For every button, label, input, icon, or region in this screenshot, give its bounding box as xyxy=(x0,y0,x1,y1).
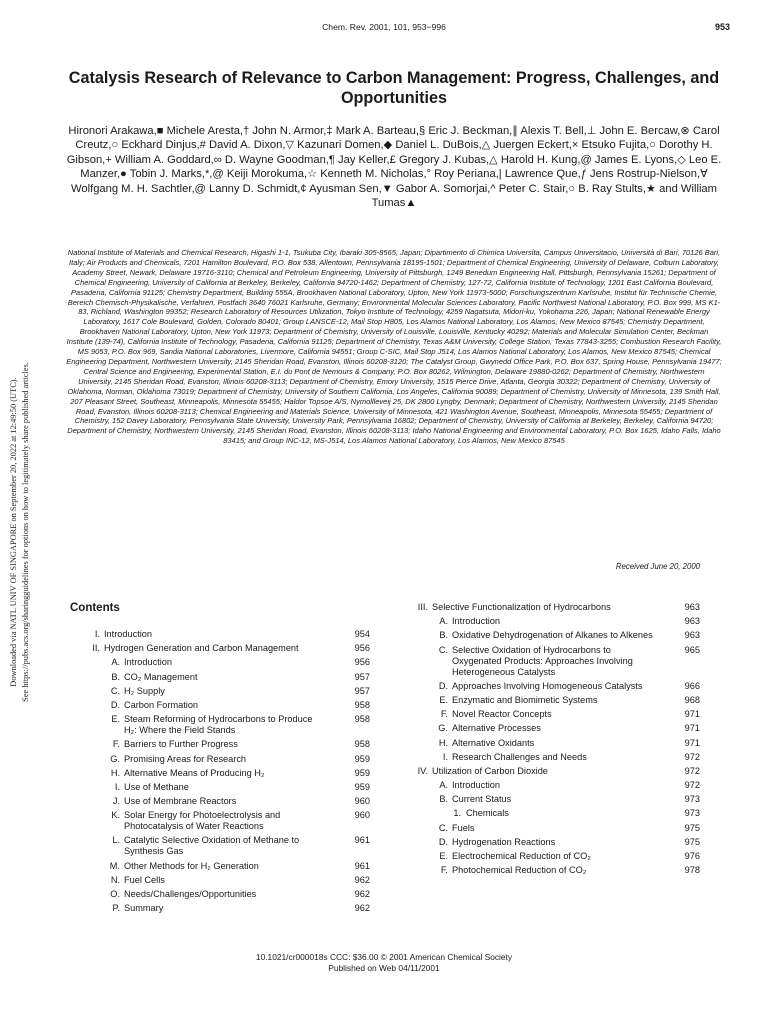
toc-entry-page: 961 xyxy=(354,835,370,846)
toc-entry-label: Research Challenges and Needs xyxy=(452,751,587,762)
toc-entry-label: Chemicals xyxy=(466,808,509,819)
toc-entry-label: Utilization of Carbon Dioxide xyxy=(432,765,548,776)
toc-entry-page: 972 xyxy=(684,780,700,791)
toc-entry-number: F. xyxy=(440,865,448,876)
toc-entry-page: 960 xyxy=(354,810,370,821)
toc-entry[interactable] xyxy=(70,629,370,640)
toc-entry[interactable] xyxy=(70,861,370,872)
toc-entry-label: Fuels xyxy=(452,822,475,833)
toc-entry-label: Hydrogenation Reactions xyxy=(452,836,556,847)
toc-entry[interactable] xyxy=(398,837,700,848)
toc-entry-page: 971 xyxy=(684,709,700,720)
toc-entry-page: 958 xyxy=(354,739,370,750)
toc-entry-number: IV. xyxy=(417,765,428,776)
toc-entry-number: E. xyxy=(439,694,448,705)
toc-entry-number: C. xyxy=(110,685,120,696)
toc-entry-label: Other Methods for H₂ Generation xyxy=(124,860,259,871)
toc-entry[interactable] xyxy=(398,645,700,678)
toc-entry-label: Use of Membrane Reactors xyxy=(124,796,237,807)
toc-entry[interactable] xyxy=(398,865,700,876)
toc-entry[interactable] xyxy=(398,766,700,777)
toc-entry-number: II. xyxy=(92,643,100,654)
toc-entry-label: Enzymatic and Biomimetic Systems xyxy=(452,694,598,705)
toc-entry-label: Barriers to Further Progress xyxy=(124,739,238,750)
toc-entry-number: H. xyxy=(110,767,120,778)
toc-entry-label: H₂ Supply xyxy=(124,685,165,696)
page-footer xyxy=(0,952,768,974)
page-number: 953 xyxy=(714,22,730,32)
article-title: Catalysis Research of Relevance to Carbon Management: Progress, Challenges, and Opportunities xyxy=(68,69,720,107)
download-notice-line-2: See https://pubs.acs.org/sharingguidelines for options on how to legitimately share published articles. xyxy=(20,362,30,702)
toc-entry-page: 962 xyxy=(354,874,370,885)
toc-entry-page: 978 xyxy=(684,865,700,876)
toc-entry-label: Promising Areas for Research xyxy=(124,753,247,764)
toc-entry-number: F. xyxy=(440,709,448,720)
toc-entry[interactable] xyxy=(70,768,370,779)
toc-entry-number: 1. xyxy=(453,808,461,819)
journal-citation: Chem. Rev. 2001, 101, 953−996 xyxy=(322,22,446,32)
toc-entry-number: C. xyxy=(438,644,448,655)
toc-entry-number: A. xyxy=(439,780,448,791)
toc-entry-page: 963 xyxy=(684,630,700,641)
toc-left-column xyxy=(70,629,370,917)
download-notice xyxy=(8,342,32,722)
toc-entry[interactable] xyxy=(70,754,370,765)
toc-entry-page: 961 xyxy=(354,860,370,871)
toc-entry-number: III. xyxy=(417,602,428,612)
toc-entry-page: 957 xyxy=(354,671,370,682)
toc-entry[interactable] xyxy=(70,714,370,736)
toc-entry-number: J. xyxy=(112,796,120,807)
toc-entry[interactable] xyxy=(70,810,370,832)
toc-entry-page: 959 xyxy=(354,753,370,764)
toc-entry-page: 973 xyxy=(684,808,700,819)
toc-entry-page: 971 xyxy=(684,737,700,748)
toc-entry-label: Photochemical Reduction of CO₂ xyxy=(452,865,587,876)
toc-entry-number: M. xyxy=(109,860,120,871)
toc-entry-label: Alternative Means of Producing H₂ xyxy=(124,767,265,778)
toc-entry-page: 954 xyxy=(354,629,370,639)
toc-entry-number: D. xyxy=(110,699,120,710)
toc-entry-page: 963 xyxy=(684,616,700,627)
toc-entry-number: F. xyxy=(112,739,120,750)
toc-entry-label: Selective Functionalization of Hydrocarbons xyxy=(432,602,611,612)
toc-entry-page: 975 xyxy=(684,822,700,833)
toc-entry-label: Selective Oxidation of Hydrocarbons to Oxygenated Products: Approaches Involving Heterogeneous Catalysts xyxy=(452,644,633,677)
toc-entry[interactable] xyxy=(70,782,370,793)
download-notice-line-1: Downloaded via NATL UNIV OF SINGAPORE on September 20, 2022 at 12:49:50 (UTC). xyxy=(9,377,18,687)
toc-entry-page: 976 xyxy=(684,851,700,861)
toc-entry-number: I. xyxy=(114,781,120,792)
toc-entry-page: 960 xyxy=(354,796,370,807)
toc-entry-page: 959 xyxy=(354,767,370,778)
toc-entry[interactable] xyxy=(398,780,700,791)
toc-entry-page: 965 xyxy=(684,644,700,655)
toc-entry[interactable] xyxy=(70,796,370,807)
toc-entry-label: Hydrogen Generation and Carbon Management xyxy=(104,643,299,654)
toc-entry-label: Carbon Formation xyxy=(124,699,199,710)
toc-entry-number: I. xyxy=(442,751,448,762)
toc-entry[interactable] xyxy=(70,657,370,668)
toc-entry-number: L. xyxy=(112,835,120,846)
toc-entry-label: Electrochemical Reduction of CO₂ xyxy=(452,851,591,861)
toc-entry-label: Introduction xyxy=(124,657,173,668)
toc-entry[interactable] xyxy=(70,739,370,750)
toc-entry-number: B. xyxy=(439,630,448,641)
toc-entry-page: 963 xyxy=(684,602,700,612)
toc-entry-number: G. xyxy=(110,753,120,764)
toc-entry[interactable] xyxy=(398,794,700,805)
toc-entry[interactable] xyxy=(70,903,370,914)
toc-entry-label: Needs/Challenges/Opportunities xyxy=(124,889,257,899)
toc-entry-number: E. xyxy=(111,714,120,725)
toc-entry-label: Approaches Involving Homogeneous Catalysts xyxy=(452,680,643,691)
toc-entry[interactable] xyxy=(398,823,700,834)
toc-entry-number: K. xyxy=(111,810,120,821)
toc-entry-number: C. xyxy=(438,822,448,833)
toc-entry-page: 959 xyxy=(354,781,370,792)
toc-entry[interactable] xyxy=(70,889,370,900)
toc-right-column xyxy=(398,602,700,879)
toc-entry-page: 956 xyxy=(354,643,370,654)
toc-entry[interactable] xyxy=(398,602,700,613)
toc-entry-label: Oxidative Dehydrogenation of Alkanes to Alkenes xyxy=(452,630,653,641)
toc-entry[interactable] xyxy=(398,616,700,627)
toc-entry-page: 971 xyxy=(684,723,700,734)
toc-entry-label: Current Status xyxy=(452,794,512,805)
toc-entry[interactable] xyxy=(70,686,370,697)
toc-entry[interactable] xyxy=(70,643,370,654)
toc-entry-number: D. xyxy=(438,836,448,847)
toc-entry-page: 957 xyxy=(354,685,370,696)
publication-date: Published on Web 04/11/2001 xyxy=(328,963,440,973)
toc-entry[interactable] xyxy=(70,672,370,683)
toc-entry-number: O. xyxy=(110,889,120,899)
toc-entry[interactable] xyxy=(398,695,700,706)
toc-entry[interactable] xyxy=(70,875,370,886)
toc-entry-number: E. xyxy=(439,851,448,861)
toc-entry-label: CO₂ Management xyxy=(124,671,198,682)
toc-entry-label: Use of Methane xyxy=(124,781,189,792)
toc-entry-label: Catalytic Selective Oxidation of Methane to Synthesis Gas xyxy=(124,835,300,857)
toc-entry-label: Introduction xyxy=(452,616,501,627)
toc-entry-number: G. xyxy=(438,723,448,734)
toc-entry-number: A. xyxy=(439,616,448,627)
author-list: Hironori Arakawa,■ Michele Aresta,† John N. Armor,‡ Mark A. Barteau,§ Eric J. Beckman,∥ Alexis T. Bell,⊥ John E. Bercaw,⊗ Carol Creutz,○ Eckhard Dinjus,# David A. Dixon,▽ Kazunari Domen,◆ Daniel L. DuBois,△ Juergen Eckert,× Etsuko Fujita,○ Dorothy H. Gibson,+ William A. Goddard,∞ D. Wayne Goodman,¶ Jay Keller,£ Gregory J. Kubas,△ Harold H. Kung,@ James E. Lyons,◇ Leo E. Manzer,● Tobin J. Marks,*,@ Keiji Morokuma,☆ Kenneth M. Nicholas,° Roy Periana,| Lawrence Que,ƒ Jens Rostrup-Nielson,∀ Wolfgang M. H. Sachtler,@ Lanny D. Schmidt,¢ Ayusman Sen,▼ Gabor A. Somorjai,^ Peter C. Stair,○ B. Ray Stults,★ and William Tumas▲ xyxy=(66,125,722,210)
affiliations: National Institute of Materials and Chemical Research, Higashi 1-1, Tsukuba City, Ibaraki 305-8565, Japan; Dipartimento di Chimica Universita, Campus Universitacio, Università di Bari, 70126 Bari, Italy; Air Products and Chemicals, 7201 Hamilton Boulevard, P.O. Box 538, Allentown, Pennsylvania 18195-1501; Department of Chemical Engineering, University of Delaware, Colburn Laboratory, Academy Street, Newark, Delaware 19716-3110; Chemical and Petroleum Engineering, University of Pittsburgh, 1249 Benedum Engineering Hall, Pittsburgh, Pennsylvania 15261; Department of Chemical Engineering, University of California at Berkeley, Berkeley, California 94720-1462; Department of Chemistry, 127-72, California Institute of Technology, 1201 East California Boulevard, Pasadena, California 91125; Chemistry Department, Building 555A, Brookhaven National Laboratory, Upton, New York 11973-5000; Forschungszentrum Karlsruhe, Institut für Technische Chemie, Bereich Chemisch-Physikalische, Verfahren, Postfach 3640 76021 Karlsruhe, Germany; Environmental Molecular Sciences Laboratory, Pacific Northwest National Laboratory, P.O. Box 999, MS K1-83, Richland, Washington 99352; Research Laboratory of Resources Utilization, Tokyo Institute of Technology, 4259 Nagatsuta, Midori-ku, Yokohama 226, Japan; National Renewable Energy Laboratory, 1617 Cole Boulevard, Golden, Colorado 80401; Group LANSCE-12, Mail Stop H805, Los Alamos National Laboratory, Los Alamos, New Mexico 87545; Chemistry Department, Brookhaven National Laboratory, Upton, New York 11973; Department of Chemistry, University of Louisville, Louisville, Kentucky 40292; Materials and Molecular Simulation Center, Beckman Institute (139-74), California Institute of Technology, Pasadena, California 91125; Department of Chemistry, Texas A&M University, College Station, Texas 77843-3255; Combustion Research Facility, MS 9053, P.O. Box 969, Sandia National Laboratories, Livermore, California 94551; Group C-SIC, Mail Stop J514, Los Alamos National Laboratory, Los Alamos, New Mexico 87545; Chemical Engineering Department, Northwestern University, 2145 Sheridan Road, Evanston, Illinois 60208-3120; The Catalyst Group, Gwynedd Office Park, P.O. Box 637, Spring House, Pennsylvania 19477; Central Science and Engineering, Experimental Station, E.I. du Pont de Nemours & Company, P.O. Box 80262, Wilmington, Delaware 19880-0262; Department of Chemistry, Northwestern University, 2145 Sheridan Road, Evanston, Illinois 60208-3113; Department of Chemistry, Emory University, 1515 Pierce Drive, Atlanta, Georgia 30322; Department of Chemistry, University of Oklahoma, Norman, Oklahoma 73019; Department of Chemistry, University of Southern California, Los Angeles, California 90089; Department of Chemistry, University of Minnesota, 139 Smith Hall, 207 Pleasant Street, Southeast, Minneapolis, Minnesota 55455; Haldor Topsoe A/S, Nymollleveij 25, DK 2800 Lyngby, Denmark; Department of Chemistry, Northwestern University, 2145 Sheridan Road, Evanston, Illinois 60208-3113; Chemical Engineering and Materials Science, University of Minnesota, 421 Washington Avenue, Southeast, Minneapolis, Minnesota 55455; Department of Chemistry, 152 Davey Laboratory, Pennsylvania State University, University Park, Pennsylvania 16802; Department of Chemistry, University of California at Berkeley, Berkeley, California 94720; Department of Chemistry, Northwestern University, 2145 Sheridan Road, Evanston, Illinois 60208-3113; Idaho National Engineering and Environmental Laboratory, P.O. Box 1625, Idaho Falls, Idaho 83415; and Group INC-12, MS-J514, Los Alamos National Laboratory, Los Alamos, New Mexico 87545 xyxy=(66,248,722,446)
toc-entry-page: 958 xyxy=(354,714,370,725)
toc-entry[interactable] xyxy=(398,630,700,641)
toc-entry-page: 968 xyxy=(684,694,700,705)
toc-entry-page: 966 xyxy=(684,680,700,691)
toc-entry[interactable] xyxy=(398,808,700,819)
received-date: Received June 20, 2000 xyxy=(615,562,700,571)
toc-entry-label: Fuel Cells xyxy=(124,874,165,885)
toc-entry-label: Solar Energy for Photoelectrolysis and Photocatalysis of Water Reactions xyxy=(124,810,281,832)
toc-entry[interactable] xyxy=(398,752,700,763)
toc-entry[interactable] xyxy=(398,723,700,734)
toc-entry-number: B. xyxy=(111,671,120,682)
doi-copyright: 10.1021/cr000018s CCC: $36.00 © 2001 American Chemical Society xyxy=(255,952,513,962)
toc-entry-page: 962 xyxy=(354,889,370,899)
toc-entry-number: A. xyxy=(111,657,120,668)
toc-entry-page: 972 xyxy=(684,765,700,776)
toc-entry[interactable] xyxy=(398,681,700,692)
toc-entry-page: 973 xyxy=(684,794,700,805)
toc-entry-number: B. xyxy=(439,794,448,805)
contents-heading: Contents xyxy=(70,602,120,614)
toc-entry-label: Steam Reforming of Hydrocarbons to Produce H₂: Where the Field Stands xyxy=(124,714,313,736)
toc-entry-number: P. xyxy=(112,903,120,914)
toc-entry-label: Alternative Oxidants xyxy=(452,737,535,748)
toc-entry-number: D. xyxy=(438,680,448,691)
toc-entry[interactable] xyxy=(398,709,700,720)
toc-entry-page: 958 xyxy=(354,699,370,710)
toc-entry-label: Introduction xyxy=(452,780,501,791)
toc-entry[interactable] xyxy=(398,851,700,862)
toc-entry[interactable] xyxy=(398,738,700,749)
toc-entry-page: 975 xyxy=(684,836,700,847)
toc-entry[interactable] xyxy=(70,700,370,711)
toc-entry-number: N. xyxy=(110,874,120,885)
toc-entry-number: I. xyxy=(94,629,100,639)
toc-entry-label: Introduction xyxy=(104,629,153,639)
toc-entry-page: 956 xyxy=(354,657,370,668)
toc-entry-page: 972 xyxy=(684,751,700,762)
toc-entry[interactable] xyxy=(70,835,370,857)
toc-entry-label: Novel Reactor Concepts xyxy=(452,709,552,720)
toc-entry-number: H. xyxy=(438,737,448,748)
toc-entry-label: Summary xyxy=(124,903,164,914)
toc-entry-label: Alternative Processes xyxy=(452,723,541,734)
toc-entry-page: 962 xyxy=(354,903,370,914)
